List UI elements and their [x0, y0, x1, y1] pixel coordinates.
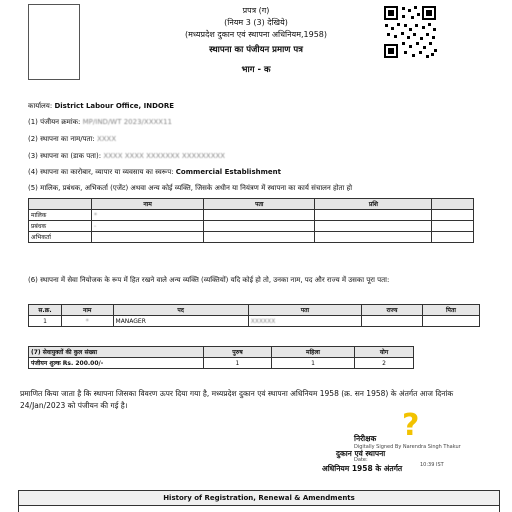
fee-cell: पंजीयन शुल्क Rs. 200.00/- [29, 358, 204, 369]
part-label: भाग - क [241, 65, 271, 75]
owner-cell [204, 221, 315, 232]
item-5 [28, 184, 352, 193]
item-1 [28, 118, 172, 127]
table-row [29, 316, 480, 327]
employer-table [28, 304, 480, 327]
photo-placeholder [28, 4, 80, 80]
certificate-title: स्थापना का पंजीयन प्रमाण पत्र [209, 45, 303, 55]
item-1-label: (1) पंजीयन क्रमांक: [28, 118, 81, 126]
owner-cell [315, 232, 432, 243]
owner-header-address: पता [204, 199, 315, 210]
total-count-cell: 2 [355, 358, 414, 369]
owner-table-header [29, 199, 474, 210]
item-2 [28, 135, 116, 144]
owner-cell [204, 210, 315, 221]
digital-signature-text: Digitally Signed By Narendra Singh Thakur [354, 444, 461, 450]
employer-header-address: पता [248, 305, 361, 316]
owner-cell: अभिकर्ता [29, 232, 92, 243]
history-header: History of Registration, Renewal & Amendments [18, 490, 500, 506]
employee-count-total: योग [355, 347, 414, 358]
employer-cell [422, 316, 479, 327]
employer-cell: 1 [29, 316, 62, 327]
owner-header-role [29, 199, 92, 210]
employer-table-header [29, 305, 480, 316]
employee-count-table [28, 346, 414, 369]
rule-label: (नियम 3 (3) देखिये) [224, 18, 288, 27]
male-count-cell: 1 [204, 358, 272, 369]
item-1-value: MP/IND/WT 2023/XXXX11 [82, 118, 172, 126]
employee-count-label: (7) सेवायुक्तों की कुल संख्या [29, 347, 204, 358]
item-2-label: (2) स्थापना का नाम/पता: [28, 135, 95, 143]
owner-cell: प्रबंधक [29, 221, 92, 232]
owner-cell: मालिक [29, 210, 92, 221]
employer-header-name: नाम [62, 305, 114, 316]
item-3-value: XXXX XXXX XXXXXXX XXXXXXXXX [103, 152, 226, 160]
history-table-row [18, 504, 500, 512]
table-row [29, 358, 414, 369]
employer-header-sno: स.क्र. [29, 305, 62, 316]
table-row [29, 221, 474, 232]
owner-cell: * [92, 210, 204, 221]
employer-header-father: पिता [422, 305, 479, 316]
office-value: District Labour Office, INDORE [54, 102, 174, 110]
employee-count-male: पुरुष [204, 347, 272, 358]
owner-cell [204, 232, 315, 243]
employer-cell: * [62, 316, 114, 327]
table-row [29, 210, 474, 221]
item-3 [28, 152, 225, 161]
table-row [29, 232, 474, 243]
item-4-label: (4) स्थापना का कारोबार, व्यापार या व्यवसाय का स्वरूप: [28, 168, 174, 176]
female-count-cell: 1 [271, 358, 354, 369]
owner-cell [315, 210, 432, 221]
owner-cell [432, 221, 474, 232]
act-label: (मध्यप्रदेश दुकान एवं स्थापना अधिनियम,1958) [185, 30, 327, 39]
item-6: (6) स्थापना में सेवा नियोजक के रूप में हित रखने वाले अन्य व्यक्ति (व्यक्तियों) यदि कोई हो तो, उनका नाम, पद और राज्य में उसका पूरा पता: [28, 276, 390, 284]
owner-header-col5 [432, 199, 474, 210]
owner-table [28, 198, 474, 243]
owner-cell [92, 232, 204, 243]
signature-line-3: अधिनियम 1958 के अंतर्गत [322, 464, 403, 473]
employee-count-female: महिला [271, 347, 354, 358]
item-4-value: Commercial Establishment [175, 168, 281, 176]
item-3-label: (3) स्थापना का (डाक पता): [28, 152, 102, 160]
employer-header-state: राज्य [362, 305, 423, 316]
signature-time: 10:39 IST [420, 462, 444, 468]
signature-date: Date: [354, 457, 368, 463]
employer-header-post: पद [113, 305, 248, 316]
signature-line-2: दुकान एवं स्थापना [336, 449, 386, 458]
owner-cell [432, 232, 474, 243]
item-5-label: (5) मालिक, प्रबंधक, अभिकर्ता (एजेंट) अथवा अन्य कोई व्यक्ति, जिसके अधीन या नियंत्रण में स्थापना का कार्य संचालन होता हो [28, 184, 353, 192]
item-4 [28, 168, 281, 177]
owner-cell [432, 210, 474, 221]
owner-cell: - [92, 221, 204, 232]
office-label: कार्यालय: [28, 102, 53, 110]
item-2-value: XXXX [96, 135, 117, 143]
employee-count-header [29, 347, 414, 358]
owner-header-col4: प्रशि [315, 199, 432, 210]
qr-code-icon [382, 4, 438, 60]
signature-validity-question-icon: ? [402, 408, 420, 443]
office-row [28, 102, 174, 111]
owner-cell [315, 221, 432, 232]
form-label: प्रपत्र (ग) [242, 6, 270, 15]
employer-cell: XXXXXX [248, 316, 361, 327]
employer-cell [362, 316, 423, 327]
signature-role: निरीक्षक [354, 434, 377, 443]
certification-text: प्रमाणित किया जाता है कि स्थापना जिसका विवरण ऊपर दिया गया है, मध्यप्रदेश दुकान एवं स्थापना अधिनियम 1958 (क्र. सन 1958) के अंतर्गत आज दिनांक 24/Jan/2023 को पंजीयन की गई है। [20, 389, 454, 410]
employer-cell: MANAGER [113, 316, 248, 327]
owner-header-name: नाम [92, 199, 204, 210]
